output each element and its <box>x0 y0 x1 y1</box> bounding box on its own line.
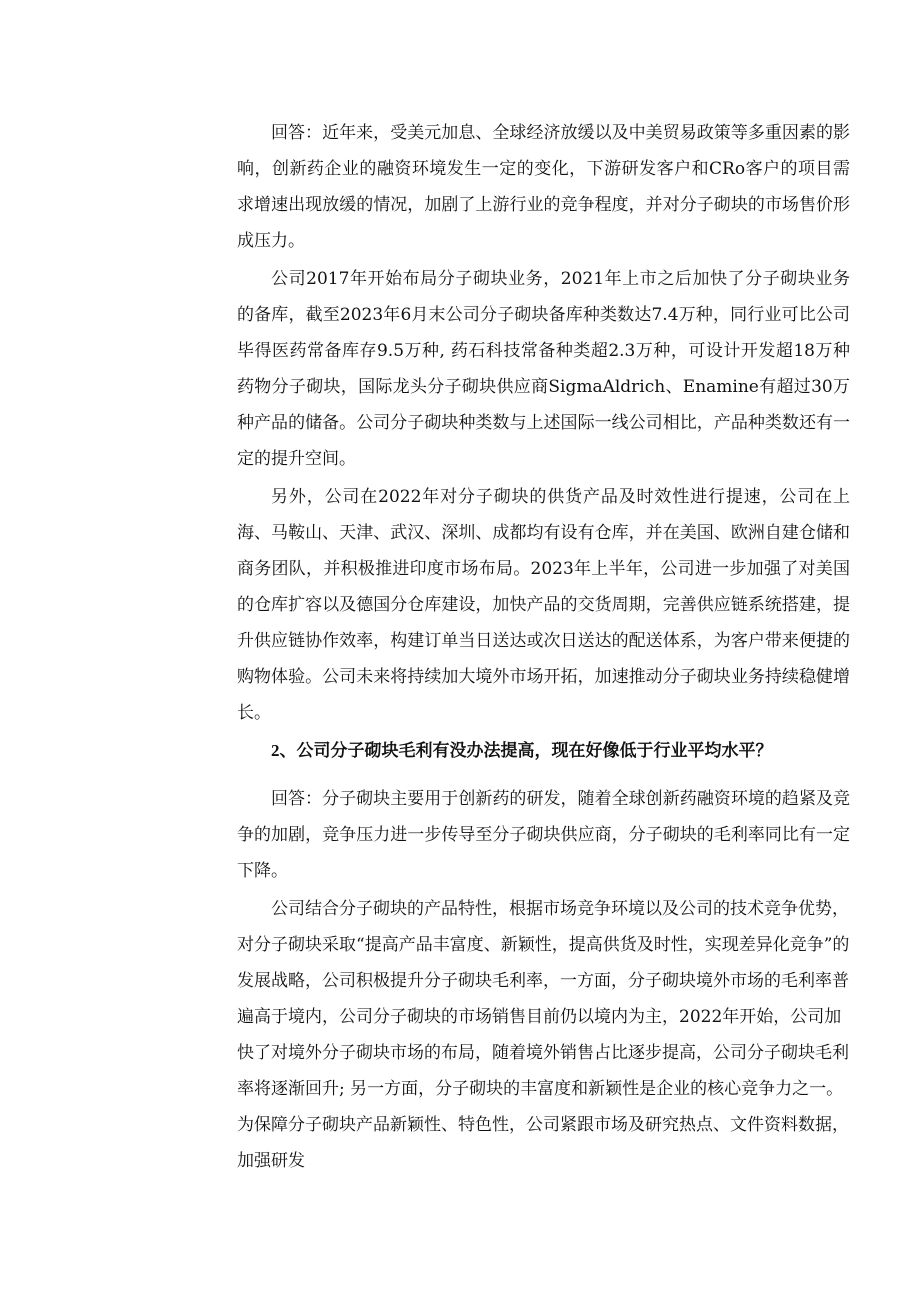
question-text: 、公司分子砌块毛利有没办法提高，现在好像低于行业平均水平？ <box>279 741 773 761</box>
question-2 <box>237 733 850 769</box>
question-number: 2 <box>271 741 280 760</box>
document-body <box>237 115 850 1181</box>
paragraph-answer-1a: 回答：近年来，受美元加息、全球经济放缓以及中美贸易政策等多重因素的影响，创新药企业的融资环境发生一定的变化，下游研发客户和CRo客户的项目需求增速出现放缓的情况，加剧了上游行业的竞争程度，并对分子砌块的市场售价形成压力。 <box>237 123 850 251</box>
paragraph-answer-1b: 公司2017年开始布局分子砌块业务，2021年上市之后加快了分子砌块业务的备库，截至2023年6月末公司分子砌块备库种类数达7.4万种，同行业可比公司毕得医药常备库存9.5万种, 药石科技常备种类超2.3万种，可设计开发超18万种药物分子砌块，国际龙头分子砌块供应商SigmaAldrich、Enamine有超过30万种产品的储备。公司分子砌块种类数与上述国际一线公司相比，产品种类数还有一定的提升空间。 <box>237 269 850 469</box>
paragraph-answer-2b: 公司结合分子砌块的产品特性，根据市场竞争环境以及公司的技术竞争优势，对分子砌块采取“提高产品丰富度、新颖性，提高供货及时性，实现差异化竞争”的发展战略，公司积极提升分子砌块毛利率，一方面，分子砌块境外市场的毛利率普遍高于境内，公司分子砌块的市场销售目前仍以境内为主，2022年开始，公司加快了对境外分子砌块市场的布局，随着境外销售占比逐步提高，公司分子砌块毛利率将逐渐回升; 另一方面，分子砌块的丰富度和新颖性是企业的核心竞争力之一。为保障分子砌块产品新颖性、特色性，公司紧跟市场及研究热点、文件资料数据，加强研发 <box>237 899 850 1171</box>
paragraph-answer-1c: 另外，公司在2022年对分子砌块的供货产品及时效性进行提速，公司在上海、马鞍山、天津、武汉、深圳、成都均有设有仓库，并在美国、欧洲自建仓储和商务团队，并积极推进印度市场布局。2023年上半年，公司进一步加强了对美国的仓库扩容以及德国分仓库建设，加快产品的交货周期，完善供应链系统搭建，提升供应链协作效率，构建订单当日送达或次日送达的配送体系，为客户带来便捷的购物体验。公司未来将持续加大境外市场开拓，加速推动分子砌块业务持续稳健增长。 <box>237 487 850 723</box>
paragraph-answer-2a: 回答：分子砌块主要用于创新药的研发，随着全球创新药融资环境的趋紧及竞争的加剧，竞争压力进一步传导至分子砌块供应商，分子砌块的毛利率同比有一定下降。 <box>237 789 850 881</box>
